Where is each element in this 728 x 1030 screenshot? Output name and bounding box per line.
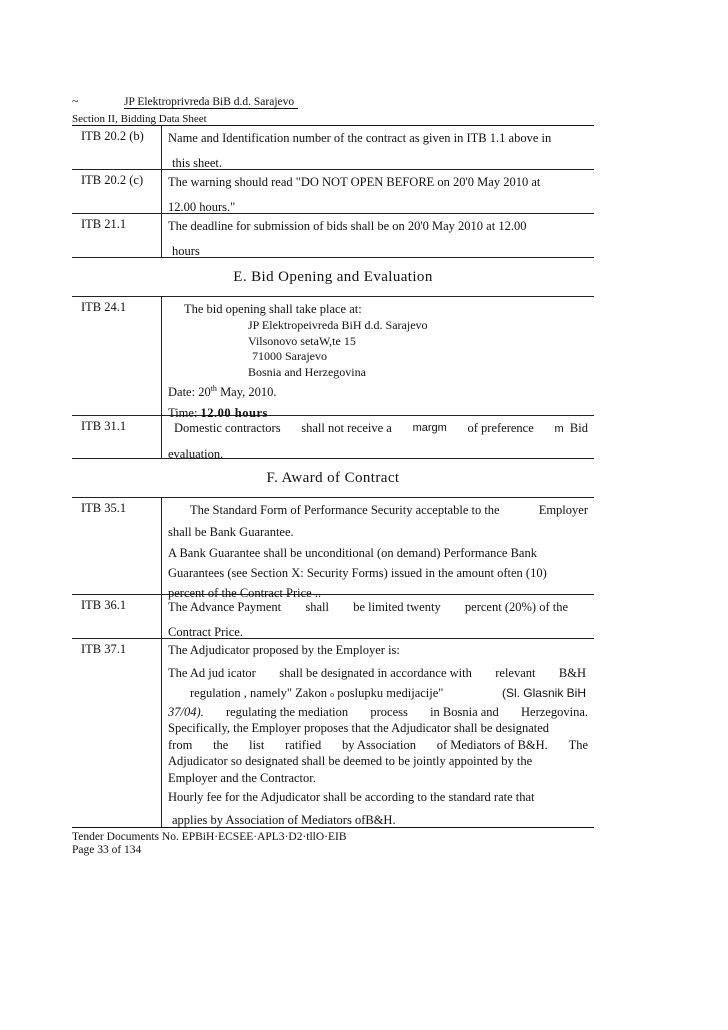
- running-header: [72, 96, 298, 108]
- address-line: Vilsonovo setaW,te 15: [248, 333, 356, 348]
- row-text: Adjudicator so designated shall be deemed to be jointly appointed by the: [168, 754, 533, 768]
- row-text: this sheet.: [172, 156, 222, 170]
- itb-ref: ITB 20.2 (c): [72, 170, 162, 213]
- row-text: Specifically, the Employer proposes that the Adjudicator shall be designated: [168, 721, 550, 735]
- row-text: hours: [172, 244, 200, 258]
- itb-ref: ITB 31.1: [72, 416, 162, 458]
- row-text: 37/04). regulating the mediation process in Bosnia and Herzegovina.: [168, 704, 588, 719]
- row-text: Domestic contractors shall not receive a margm of preference m Bid: [174, 421, 588, 435]
- venue-address: [168, 318, 588, 380]
- bid-opening-time: Time: 12.00 hours: [168, 406, 268, 421]
- row-text: 12.00 hours.": [168, 200, 236, 214]
- row-text: A Bank Guarantee shall be unconditional (on demand) Performance Bank: [168, 546, 537, 560]
- row-text: The Standard Form of Performance Security acceptable to the Employer: [190, 503, 588, 517]
- row-text: shall be Bank Guarantee.: [168, 525, 294, 539]
- table-row: [72, 498, 594, 600]
- itb-ref: ITB 37.1: [72, 639, 162, 827]
- row-text: regulation , namely" Zakon o poslupku medijacije" (Sl. Glasnik BiH: [190, 686, 586, 700]
- header-organization: JP Elektroprivreda BiB d.d. Sarajevo: [124, 96, 298, 109]
- row-text: percent of the Contract Price ..: [168, 586, 322, 600]
- row-text: The Adjudicator proposed by the Employer is:: [168, 643, 400, 657]
- itb-ref: ITB 24.1: [72, 297, 162, 415]
- itb-ref: ITB 20.2 (b): [72, 126, 162, 169]
- section-title: Section II, Bidding Data Sheet: [72, 113, 207, 125]
- row-text: The bid opening shall take place at:: [184, 302, 362, 316]
- table-row: [72, 126, 594, 170]
- itb-ref: ITB 36.1: [72, 595, 162, 638]
- page-number: Page 33 of 134: [72, 844, 142, 856]
- table-row: [72, 416, 594, 459]
- page-footer: [72, 831, 347, 857]
- address-line: Bosnia and Herzegovina: [248, 364, 366, 379]
- row-text: evaluation.: [168, 447, 224, 461]
- row-text: The warning should read "DO NOT OPEN BEFORE on 20'0 May 2010 at: [168, 175, 541, 189]
- itb-ref: ITB 21.1: [72, 214, 162, 257]
- itb-ref: ITB 35.1: [72, 498, 162, 594]
- bid-opening-date: Date: 20th May, 2010.: [168, 384, 277, 400]
- row-text: Hourly fee for the Adjudicator shall be according to the standard rate that: [168, 790, 535, 804]
- row-text: The deadline for submission of bids shall be on 20'0 May 2010 at 12.00: [168, 219, 527, 233]
- address-line: JP Elektropeivreda BiH d.d. Sarajevo: [248, 318, 428, 332]
- row-text: Employer and the Contractor.: [168, 770, 316, 785]
- row-text: applies by Association of Mediators ofB&H.: [172, 812, 396, 827]
- table-row: [72, 170, 594, 214]
- bidding-data-table: [72, 125, 594, 828]
- table-row: [72, 639, 594, 827]
- section-heading-e: E. Bid Opening and Evaluation: [72, 258, 594, 297]
- row-text: Name and Identification number of the contract as given in ITB 1.1 above in: [168, 131, 552, 145]
- row-text: The Ad jud icator shall be designated in accordance with relevant B&H: [168, 665, 586, 680]
- table-row: [72, 297, 594, 421]
- table-row: [72, 595, 594, 639]
- tender-document-number: Tender Documents No. EPBiH·ECSEE·APL3·D2·tllO·EIB: [72, 831, 347, 843]
- row-text: Contract Price.: [168, 625, 243, 639]
- row-text: from the list ratified by Association of Mediators of B&H. The: [168, 737, 588, 752]
- address-line: 71000 Sarajevo: [252, 349, 327, 363]
- row-text: Guarantees (see Section X: Security Forms) issued in the amount often (10): [168, 566, 547, 580]
- header-tilde: ~: [72, 96, 79, 108]
- table-row: [72, 214, 594, 258]
- row-text: The Advance Payment shall be limited twenty percent (20%) of the: [168, 600, 568, 614]
- section-heading-f: F. Award of Contract: [72, 459, 594, 498]
